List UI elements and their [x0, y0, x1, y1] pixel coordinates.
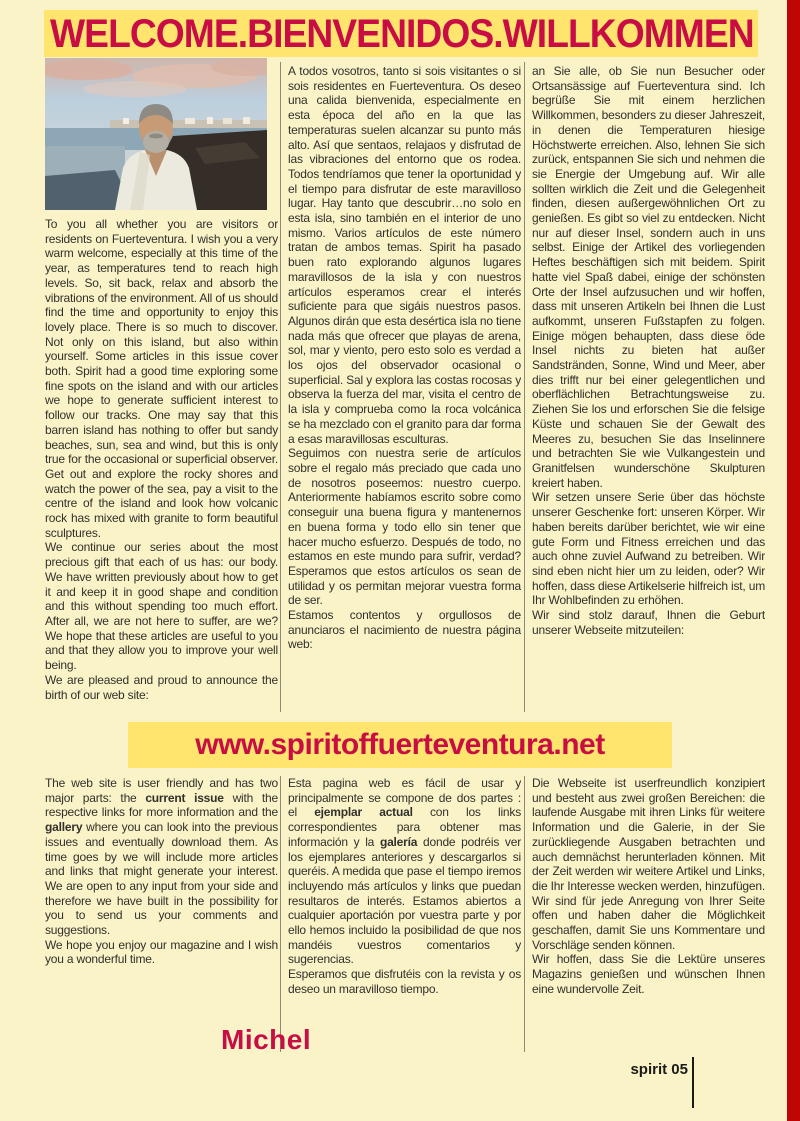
column-spanish-top: [288, 64, 521, 714]
paragraph: Wir sind stolz darauf, Ihnen die Geburt unserer Webseite mitzuteilen:: [532, 608, 765, 637]
page-number: spirit 05: [630, 1061, 688, 1078]
column-german-top: [532, 64, 765, 714]
paragraph: Esta pagina web es fácil de usar y principalmente se compone de dos partes : el ejemplar actual con los links correspondientes para obtener mas información y la galería donde podréis ver los ejemplares anteriores y descargarlos si queréis. A medida que pase el tiempo iremos incluyendo más artículos y links que puedan resultaros de interés. Estamos abiertos a cualquier aportación por vuestra parte y por ello hemos incluido la posibilidad de que nos mandéis vuestros comentarios y sugerencias.: [288, 776, 521, 967]
paragraph: an Sie alle, ob Sie nun Besucher oder Ortsansässige auf Fuerteventura sind. Ich begrüße Sie mit einem herzlichen Willkommen, besonders zu dieser Jahreszeit, in denen die Temperaturen hiesige Höchstwerte erreichen. Also, lehnen Sie sich zurück, entspannen Sie sich und nehmen die sie Energie der Umgebung auf. Wir alle sollten wirklich die Zeit und die Gelegenheit finden, diesen außergewöhnlichen Ort zu genießen. Es gibt so viel zu entdecken. Nicht nur auf dieser Insel, sondern auch in uns selbst. Einige der Artikel des vorliegenden Heftes beschäftigen sich mit beidem. Spirit hatte viel Spaß dabei, einige der schönsten Orte der Insel aufzusuchen und wir hoffen, dass mit unseren Artikeln bei Ihnen die Lust aufkommt, unseren Fußstapfen zu folgen. Einige mögen behaupten, dass diese öde Insel nichts zu bieten hat außer Sandstränden, Sonne, Wind und Meer, aber dies trifft nur bei einer gelegentlichen und oberflächlichen Betrachtungsweise zu. Ziehen Sie los und erforschen Sie die felsige Küste und schauen Sie der Gewalt des Meeres zu, besuchen Sie das Inselinnere und betrachten Sie wie Vulkangestein und Granitfelsen wunderschöne Skulpturen kreiert haben.: [532, 64, 765, 490]
paragraph: The web site is user friendly and has two major parts: the current issue with the respective links for more information and the gallery where you can look into the previous issues and eventually download them. As time goes by we will include more articles and links that might generate your interest. We are open to any input from your side and therefore we have built in the possibility for you to send us your comments and suggestions.: [45, 776, 278, 938]
column-separator: [524, 62, 525, 712]
paragraph: Wir setzen unsere Serie über das höchste unserer Geschenke fort: unseren Körper. Wir haben bereits darüber berichtet, wie wir eine gute Form und Fitness erreichen und das auch ohne zuviel Aufwand zu betreiben. Wir sind eben nicht hier um zu leiden, oder? Wir hoffen, dass diese Artikelserie hilfreich ist, um Ihr Wohlbefinden zu erhöhen.: [532, 490, 765, 608]
editor-signature: Michel: [221, 1024, 312, 1055]
paragraph: To you all whether you are visitors or residents on Fuerteventura. I wish you a very warm welcome, especially at this time of the year, as temperatures tend to reach high levels. So, sit back, relax and absorb the vibrations of the environment. All of us should find the time and opportunity to enjoy this lovely place. There is so much to discover. Not only on this island, but also within yourself. Some articles in this issue cover both. Spirit had a good time exploring some fine spots on the island and with our articles we hope to generate sufficient interest to follow our tracks. One may say that this barren island has nothing to offer but sandy beaches, sun, sea and wind, but this is only true for the occasional or superficial observer. Get out and explore the rocky shores and watch the power of the sea, pay a visit to the centre of the island and look how volcanic rock has mixed with granite to form beautiful sculptures.: [45, 217, 278, 540]
column-separator: [280, 776, 281, 1052]
paragraph: We hope you enjoy our magazine and I wish you a wonderful time.: [45, 937, 278, 967]
page-title: WELCOME.BIENVENIDOS.WILLKOMMEN: [50, 12, 754, 56]
column-english-top: [45, 217, 278, 713]
paragraph: Wir hoffen, dass Sie die Lektüre unseres Magazins genießen und wünschen Ihnen eine wundervolle Zeit.: [532, 952, 765, 996]
paragraph: Estamos contentos y orgullosos de anunciaros el nacimiento de nuestra página web:: [288, 608, 521, 652]
column-separator: [524, 776, 525, 1052]
paragraph: We continue our series about the most precious gift that each of us has: our body. We have written previously about how to get it and keep it in good shape and condition and this without spending too much effort. After all, we are not here to suffer, are we? We hope that these articles are useful to you and that they allow you to improve your well being.: [45, 540, 278, 673]
editor-photo: [45, 58, 267, 210]
paragraph: We are pleased and proud to announce the birth of our web site:: [45, 672, 278, 702]
paragraph: Die Webseite ist userfreundlich konzipiert und besteht aus zwei großen Bereichen: die laufende Ausgabe mit ihren Links für weitere Information und die Galerie, in der Sie zurückliegende Ausgaben betrachten und auch demnächst herunterladen können. Mit der Zeit werden wir weitere Artikel und Links, die Ihr Interesse wecken werden, hinzufügen. Wir sind für jede Anregung von Ihrer Seite offen und haben daher die Möglichkeit geschaffen, damit Sie uns Kommentare und Vorschläge senden können.: [532, 776, 765, 952]
column-spanish-bottom: [288, 776, 521, 1052]
column-separator: [280, 62, 281, 712]
website-url-banner: [128, 722, 672, 768]
column-german-bottom: [532, 776, 765, 1052]
website-url: www.spiritoffuerteventura.net: [195, 728, 605, 761]
column-english-bottom: [45, 776, 278, 1052]
editor-photo-illustration: [45, 58, 267, 210]
paragraph: Esperamos que disfrutéis con la revista y os deseo un maravilloso tiempo.: [288, 967, 521, 996]
masthead-band: [44, 10, 758, 57]
page-edge-red-bar: [787, 0, 800, 1121]
paragraph: Seguimos con nuestra serie de artículos sobre el regalo más preciado que cada uno de nosotros poseemos: nuestro cuerpo. Anteriormente habíamos escrito sobre como conseguir una buena figura y mantenernos en buena forma y todo ello sin tener que hacer mucho esfuerzo. Después de todo, no estamos en este mundo para sufrir, verdad? Esperamos que estos artículos os sean de utilidad y os permitan mejorar vuestra forma de ser.: [288, 446, 521, 608]
page-number-rule: [692, 1057, 694, 1108]
paragraph: A todos vosotros, tanto si sois visitantes o si sois residentes en Fuerteventura. Os deseo una calida bienvenida, especialmente en esta época del año en la que las temperaturas suelen alcanzar su punto más alto. Así que sentaos, relajaos y disfrutad de las vibraciones del entorno que os rodea. Todos tendríamos que tener la oportunidad y el tiempo para disfrutar de este maravilloso lugar. Hay tanto que descubrir…no solo en esta isla, sino también en el interior de uno mismo. Varios artículos de este número tratan de ambos temas. Spirit ha pasado buen rato explorando algunos lugares maravillosos de la isla y con nuestros artículos esperamos crear el interés suficiente para que sigáis nuestros pasos. Algunos dirán que esta desértica isla no tiene nada más que ofrecer que playas de arena, sol, mar y viento, pero esto solo es verdad a los ojos del observador ocasional o superficial. Sal y explora las costas rocosas y observa la fuerza del mar, visita el centro de la isla y comprueba como la roca volcánica se ha mezclado con el granito para dar forma a esas maravillosas esculturas.: [288, 64, 521, 446]
